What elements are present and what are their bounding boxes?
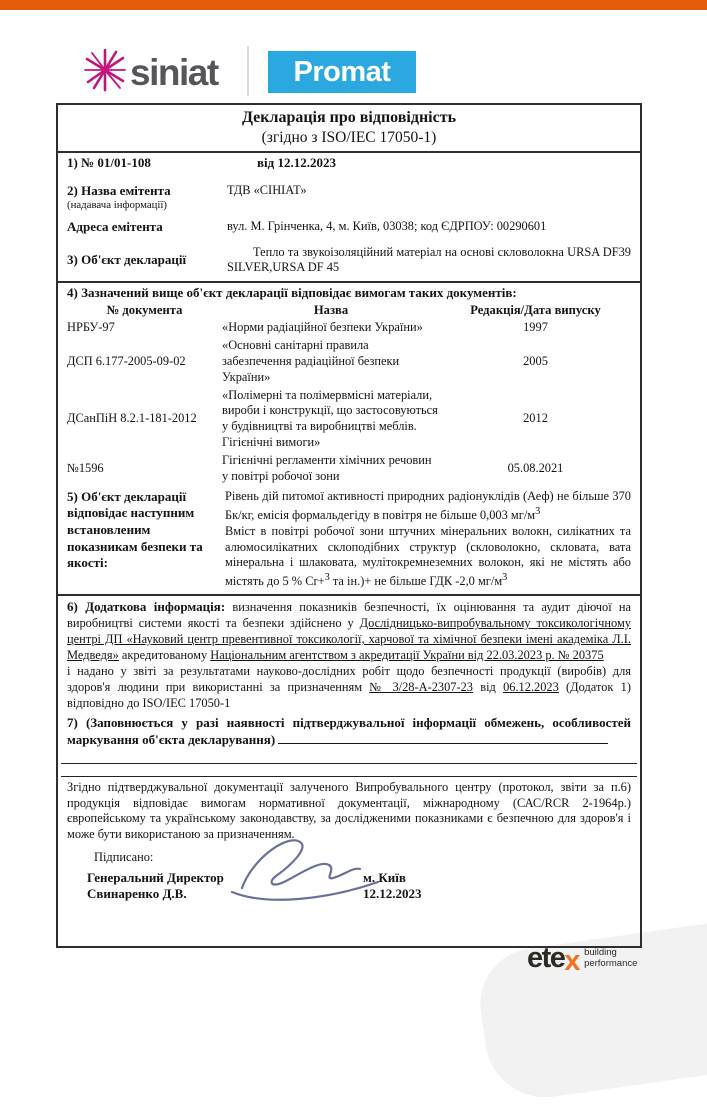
document-subtitle: (згідно з ISO/IEC 17050-1) xyxy=(261,129,437,147)
signature-place-date xyxy=(363,870,422,902)
etex-wordmark: ete xyxy=(527,942,565,974)
siniat-star-icon xyxy=(82,46,128,99)
field-number-row xyxy=(58,153,640,172)
section6-paragraph1: 6) Додаткова інформація: визначення показників безпечності, їх оцінювання та аудит діючої на виробництві системи якості та безпеки здійснено у Дослідницько-випробувальному токсикологічному центрі ДП «Науковий центр превентивної токсикології, харчової та хімічної безпеки імені академіка Л.І. Медведя» акредитованому Національним агентством з акредитації України від 22.03.2023 р. № 20375 xyxy=(67,599,631,662)
section7: 7) (Заповнюється у разі наявності підтверджувальної інформації обмежень, особливостей маркування об'єкта декларування) xyxy=(67,715,631,748)
sign-city: м. Київ xyxy=(363,870,406,886)
col-header-date: Редакція/Дата випуску xyxy=(470,302,601,317)
issuer-name-label: 2) Назва емітента xyxy=(67,182,171,198)
declaration-object-value: Тепло та звукоізоляційний матеріал на основі скловолокна URSA DF39 SILVER,URSA DF 45 xyxy=(227,244,631,275)
confirmation-paragraph: Згідно підтверджувальної документації залученого Випробувального центру (протокол, звіти за п.6) продукція відповідає вимогам нормативної документації, міжнародному (САС/RCR 2-1964р.) європейському та українському законодавству, за дослідженими показниками є безпечною для здоров'я і може бути використаною за призначенням. xyxy=(67,779,631,842)
section6 xyxy=(58,596,640,711)
siniat-logo xyxy=(82,46,218,99)
issuer-name-sublabel: (надавача інформації) xyxy=(67,198,168,211)
signed-label: Підписано: xyxy=(94,850,154,865)
table-row: №1596 Гігієнічні регламенти хімічних речовин у повітрі робочої зони 05.08.2021 xyxy=(67,453,564,483)
issuer-address-label: Адреса емітента xyxy=(67,218,163,234)
section4-heading: 4) Зазначений вище об'єкт декларації відповідає вимогам таких документів: xyxy=(67,285,517,301)
declaration-object-label: 3) Об'єкт декларації xyxy=(67,251,187,267)
col-header-number: № документа xyxy=(106,302,183,317)
signature-block xyxy=(58,870,640,902)
blank-line xyxy=(61,764,637,777)
signer-title: Генеральний Директор xyxy=(87,870,224,886)
top-brand-bar xyxy=(0,0,707,10)
signer-name: Свинаренко Д.В. xyxy=(87,885,187,901)
declaration-date: від 12.12.2023 xyxy=(257,155,336,171)
blank-line xyxy=(61,749,637,764)
section5-paragraph1: Рівень дій питомої активності природних радіонуклідів (Аеф) не більше 370 Бк/кг, емісія формальдегіду в повітря не більше 0,003 $мг/м^3$ xyxy=(225,488,631,522)
document-title: Декларація про відповідність xyxy=(241,109,457,126)
section5-label: 5) Об'єкт декларації відповідає наступним встановленим показникам безпеки та якості: xyxy=(67,488,203,571)
etex-logo xyxy=(527,942,638,977)
declaration-number: 1) № 01/01-108 xyxy=(67,155,151,171)
declaration-document xyxy=(56,103,642,948)
section5-body xyxy=(225,489,631,591)
documents-table xyxy=(58,302,640,485)
documents-table-header xyxy=(67,302,631,318)
promat-logo: Promat xyxy=(268,51,416,93)
sign-date: 12.12.2023 xyxy=(363,885,422,901)
table-row: ДСанПіН 8.2.1-181-2012 «Полімерні та полімервмісні матеріали, вироби і конструкції, що застосовуються у будівництві та виробництві меблів. Гігієнічні вимоги» 2012 xyxy=(67,387,548,450)
section5-paragraph2: Вміст в повітрі робочої зони штучних мінеральних волокн, силікатних та алюмосилікатних склоподібних структур (скловолокно, скловата, вата мінеральна і шлаковата, мулітокремнеземних волокон, які не містять або містять до 5 % Cr+$^3$ та ін.)+ не більше ГДК -2,0 $мг/м^3$ xyxy=(225,523,631,589)
section5 xyxy=(58,489,640,591)
table-row: ДСП 6.177-2005-09-02 «Основні санітарні правила забезпечення радіаційної безпеки України» 2005 xyxy=(67,337,548,384)
section6-lead: 6) Додаткова інформація: xyxy=(67,599,226,615)
blank-fill-line xyxy=(278,733,608,744)
field-declaration-object xyxy=(58,245,640,277)
issuer-name-value: ТДВ «СІНІАТ» xyxy=(227,182,307,197)
section6-paragraph2: і надано у звіті за результатами науково-дослідних робіт щодо безпечності продукції (виробів) для здоров'я людини при використанні за призначенням № 3/28-А-2307-23 від 06.12.2023 (Додаток 1) відповідно до ISO/IEC 17050-1 xyxy=(67,663,631,710)
field-issuer-name xyxy=(58,183,640,212)
logo-divider xyxy=(247,46,249,96)
siniat-wordmark: siniat xyxy=(130,52,218,93)
document-title-block xyxy=(58,105,640,153)
col-header-name: Назва xyxy=(313,302,349,317)
table-row: НРБУ-97 «Норми радіаційної безпеки України» 1997 xyxy=(67,320,548,335)
etex-tagline: building performance xyxy=(584,946,638,969)
field-issuer-address xyxy=(58,219,640,236)
issuer-address-value: вул. М. Грінченка, 4, м. Київ, 03038; код ЄДРПОУ: 00290601 xyxy=(227,218,547,233)
etex-x-icon: x xyxy=(564,945,580,977)
